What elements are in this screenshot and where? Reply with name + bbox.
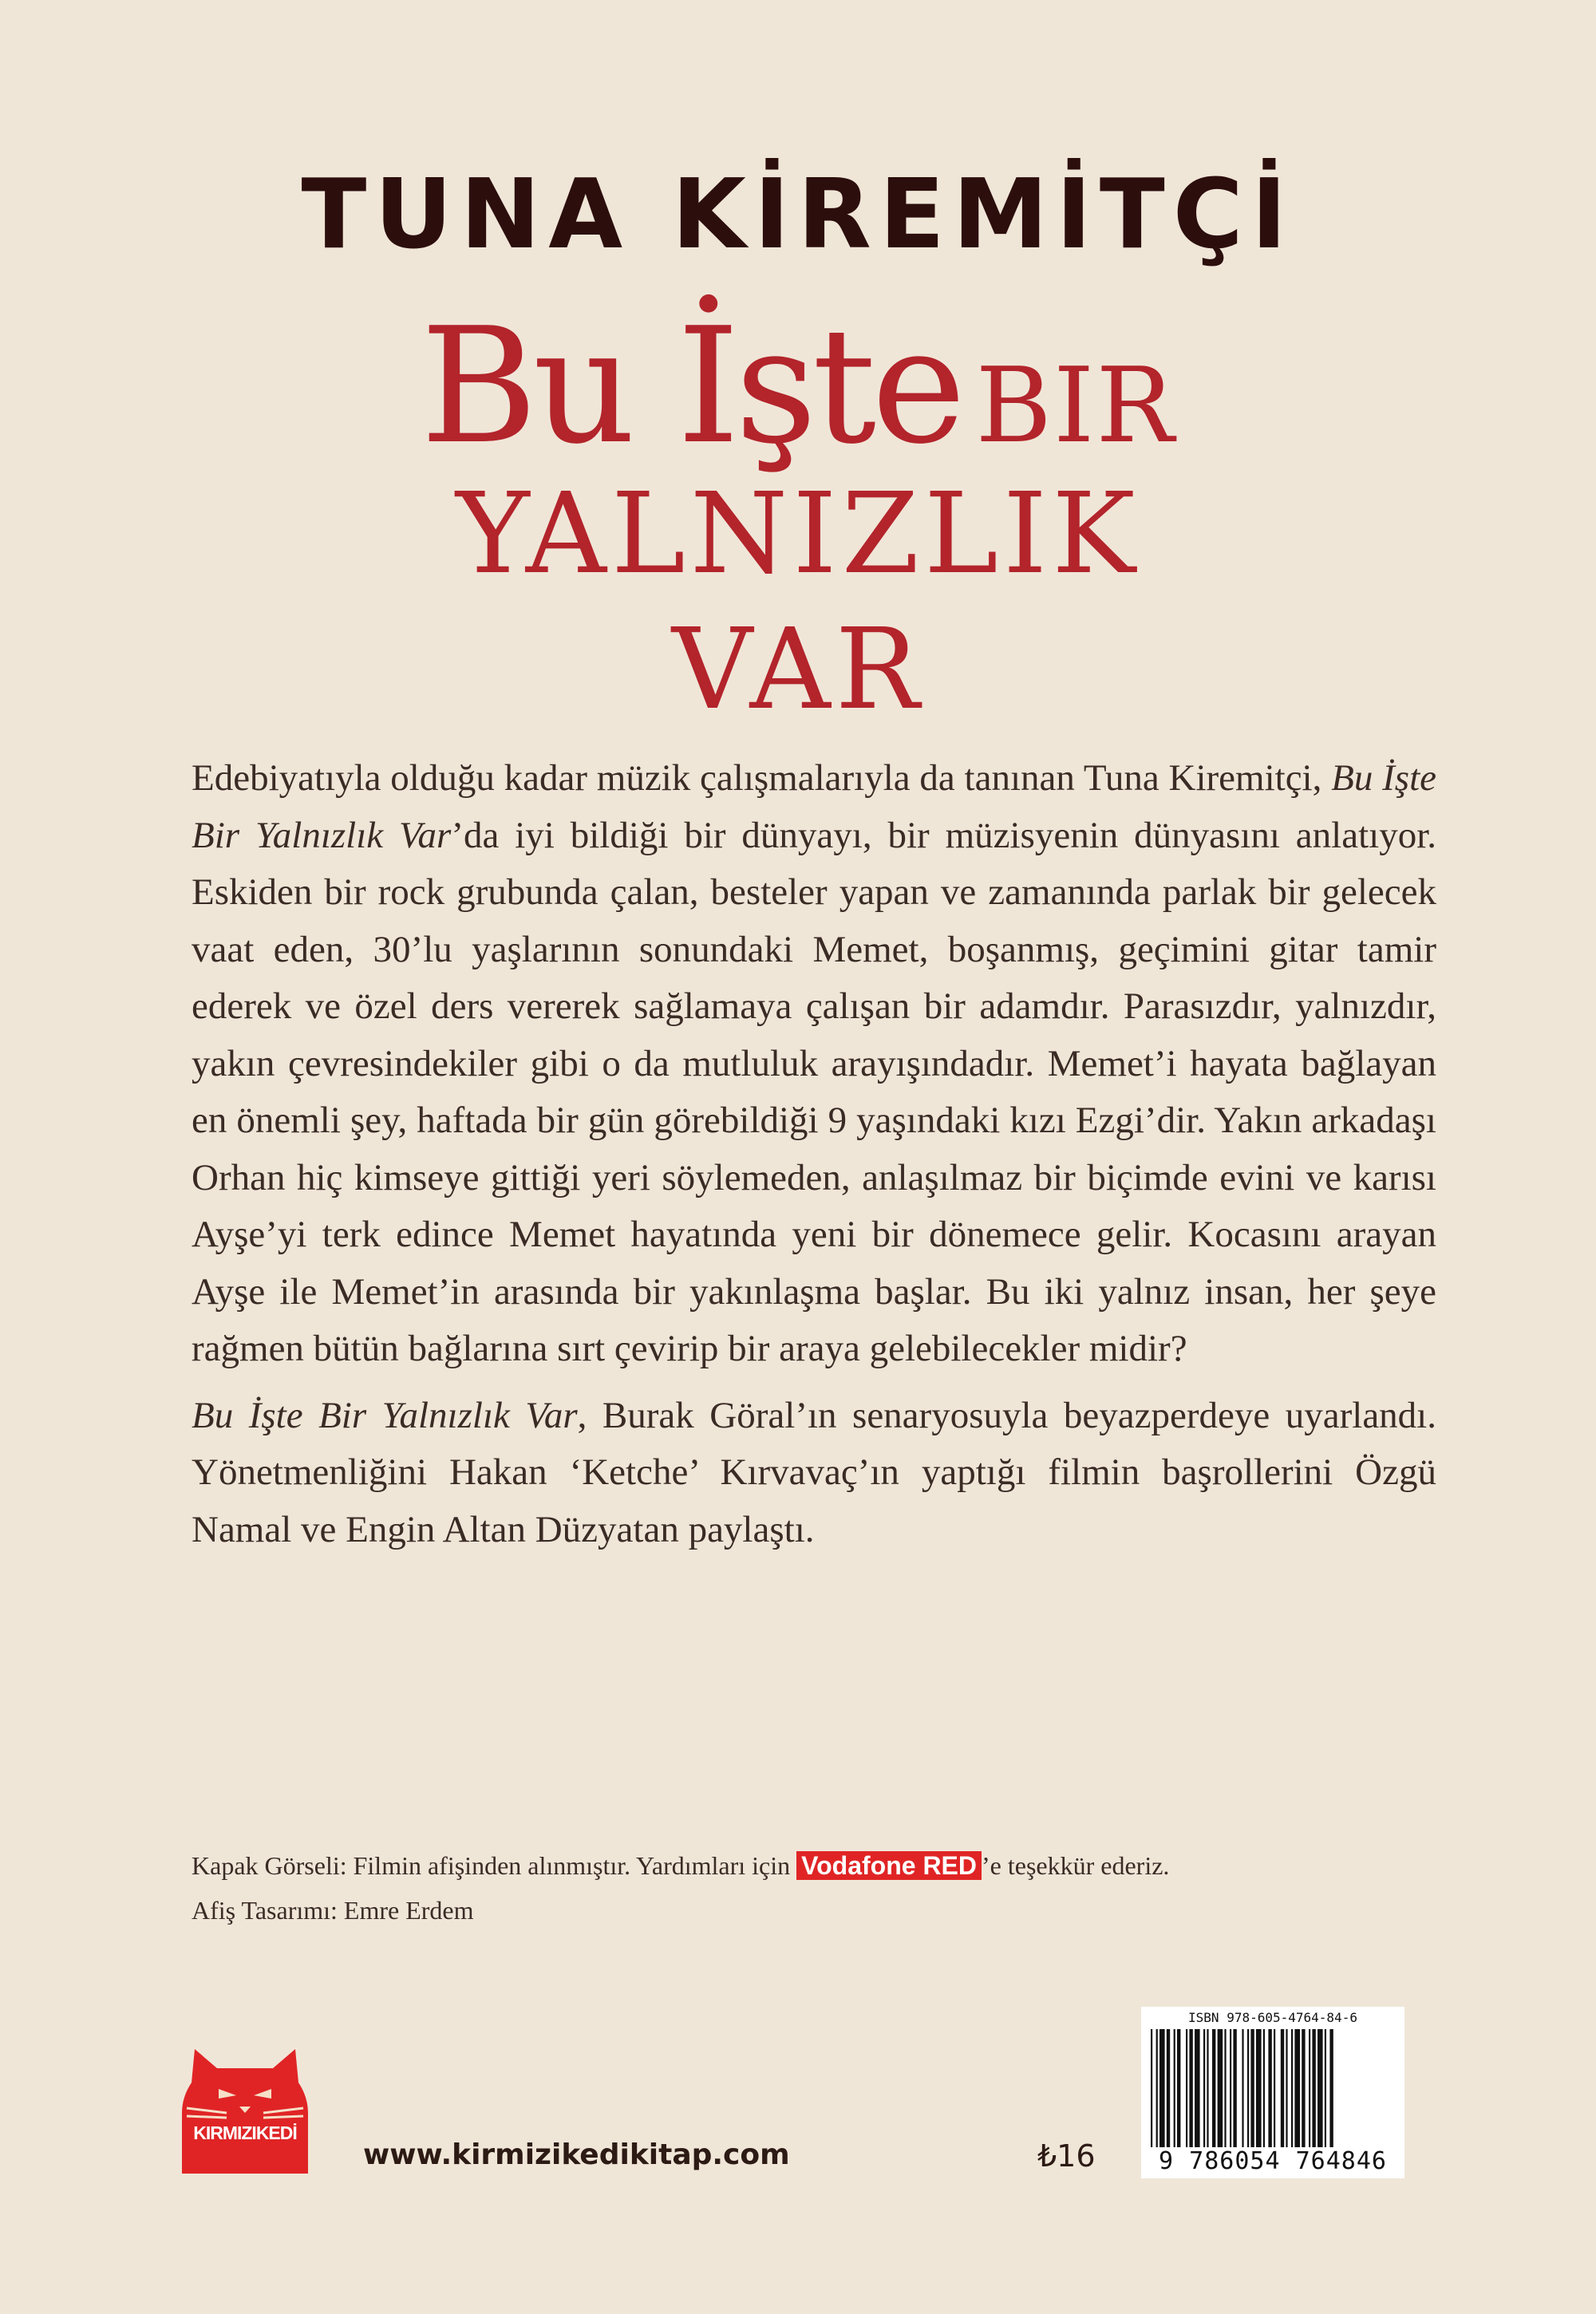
credit-text: Kapak Görseli: Filmin afişinden alınmıştır. Yardımları için (192, 1851, 797, 1880)
blurb-paragraph-1 (192, 750, 1436, 1378)
barcode-bar (1156, 2029, 1158, 2149)
publisher-website[interactable]: www.kirmizikedikitap.com (363, 2138, 790, 2171)
barcode-bar (1224, 2029, 1226, 2149)
barcode-bar (1174, 2029, 1175, 2149)
barcode-bar (1159, 2029, 1165, 2149)
author-name: TUNA KİREMİTÇİ (301, 160, 1295, 270)
barcode-bar (1329, 2029, 1333, 2149)
barcode-bar (1286, 2029, 1287, 2149)
price: ₺16 (1037, 2138, 1096, 2174)
title-line-2: YALNIZLIK (456, 469, 1140, 599)
isbn-barcode (1141, 2007, 1404, 2178)
credit-text-end: ’e teşekkür ederiz. (982, 1851, 1170, 1880)
title-line-1 (0, 294, 1596, 480)
blurb-text (192, 750, 1436, 1568)
blurb-p1-rest: ’da iyi bildiği bir dünyayı, bir müzisyenin dünyasını anlatıyor. Eskiden bir rock grubunda çalan, besteler yapan ve zamanında parlak bir gelecek vaat eden, 30’lu yaşlarının sonundaki Memet, boşanmış, geçimini gitar tamir ederek ve özel ders vererek sağlamaya çalışan bir adamdır. Parasızdır, yalnızdır, yakın çevresindekiler gibi o da mutluluk arayışındadır. Memet’i hayata bağlayan en önemli şey, haftada bir gün görebildiği 9 yaşındaki kızı Ezgi’dir. Yakın arkadaşı Orhan hiç kimseye gittiği yeri söylemeden, anlaşılmaz bir biçimde evini ve karısı Ayşe’yi terk edince Memet hayatında yeni bir dönemece gelir. Kocasını arayan Ayşe ile Memet’in arasında bir yakınlaşma başlar. Bu iki yalnız insan, her şeye rağmen bütün bağlarına sırt çevirip bir araya gelebilecekler midir? (192, 814, 1436, 1369)
barcode-bar (1207, 2029, 1208, 2149)
barcode-bar (1281, 2029, 1284, 2149)
barcode-bar (1167, 2029, 1170, 2149)
barcode-bar (1294, 2029, 1300, 2149)
barcode-bar (1218, 2029, 1223, 2149)
barcode-bar (1317, 2029, 1323, 2149)
barcode-bar (1203, 2029, 1205, 2149)
barcode-bar (1312, 2029, 1315, 2149)
barcode-bar (1291, 2029, 1293, 2149)
barcode-bar (1230, 2029, 1231, 2149)
barcode-digits: 9 786054 764846 (1141, 2147, 1404, 2175)
book-title (0, 294, 1596, 738)
barcode-bar (1325, 2029, 1326, 2149)
blurb-paragraph-2 (192, 1388, 1436, 1559)
barcode-bars (1151, 2029, 1395, 2149)
blurb-p1-book-title: Bu İşte Bir Yalnızlık Var (192, 757, 1436, 856)
barcode-bar (1256, 2029, 1262, 2149)
barcode-bar (1309, 2029, 1310, 2149)
barcode-bar (1189, 2029, 1192, 2149)
publisher-logo-text: KIRMIZIKEDİ (193, 2122, 297, 2143)
sponsor-badge: Vodafone RED (796, 1851, 982, 1880)
title-part-2: BIR (975, 345, 1176, 466)
blurb-p2-book-title: Bu İşte Bir Yalnızlık Var (192, 1394, 578, 1436)
red-cat-icon (171, 2033, 319, 2175)
barcode-bar (1212, 2029, 1215, 2149)
barcode-bar (1242, 2029, 1243, 2149)
blurb-p1-start: Edebiyatıyla olduğu kadar müzik çalışmalarıyla da tanınan Tuna Kiremitçi, (192, 757, 1332, 799)
blurb-p2-rest: , Burak Göral’ın senaryosuyla beyazperdeye uyarlandı. Yönetmenliğini Hakan ‘Ketche’ Kırvavaç’ın yaptığı filmin başrollerini Özgü Namal ve Engin Altan Düzyatan paylaştı. (192, 1394, 1436, 1550)
barcode-bar (1250, 2029, 1254, 2149)
cover-image-credit (192, 1843, 1468, 1888)
isbn-label: ISBN 978-605-4764-84-6 (1188, 2010, 1357, 2025)
barcode-bar (1151, 2029, 1152, 2149)
barcode-bar (1263, 2029, 1265, 2149)
barcode-bar (1268, 2029, 1271, 2149)
title-line-3: VAR (671, 605, 925, 735)
credits (192, 1843, 1468, 1933)
barcode-bar (1186, 2029, 1187, 2149)
barcode-bar (1177, 2029, 1180, 2149)
poster-design-credit: Afiş Tasarımı: Emre Erdem (192, 1896, 474, 1925)
barcode-bar (1247, 2029, 1249, 2149)
barcode-bar (1302, 2029, 1305, 2149)
barcode-bar (1233, 2029, 1236, 2149)
title-part-1: Bu İşte (420, 294, 962, 480)
barcode-bar (1195, 2029, 1200, 2149)
barcode-bar (1274, 2029, 1275, 2149)
